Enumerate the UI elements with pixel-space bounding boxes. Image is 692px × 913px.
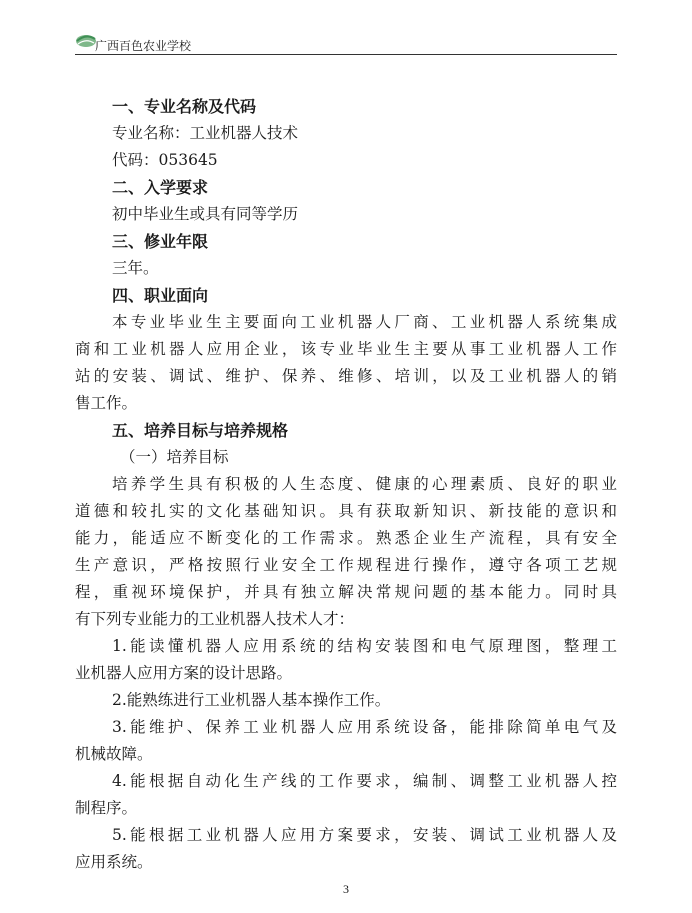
ability-item-4: 4.能根据自动化生产线的工作要求，编制、调整工业机器人控	[112, 772, 617, 790]
document-body	[75, 93, 617, 876]
career-paragraph-line: 商和工业机器人应用企业，该专业毕业生主要从事工业机器人工作	[75, 340, 617, 358]
objective-paragraph-line: 培养学生具有积极的人生态度、健康的心理素质、良好的职业	[112, 475, 617, 493]
admission-requirement: 初中毕业生或具有同等学历	[112, 205, 299, 223]
section-5-heading: 五、培养目标与培养规格	[112, 421, 289, 440]
ability-item-4-cont: 制程序。	[75, 799, 138, 817]
objective-paragraph-line: 道德和较扎实的文化基础知识。具有获取新知识、新技能的意识和	[75, 502, 617, 520]
school-logo-icon	[75, 32, 97, 48]
objective-paragraph-line: 能力，能适应不断变化的工作需求。熟悉企业生产流程，具有安全	[75, 529, 617, 547]
page-header	[75, 30, 617, 55]
section-4-heading: 四、职业面向	[112, 286, 209, 305]
school-name: 广西百色农业学校	[95, 39, 192, 53]
ability-item-1-cont: 业机器人应用方案的设计思路。	[75, 664, 293, 682]
ability-item-2: 2.能熟练进行工业机器人基本操作工作。	[112, 691, 391, 709]
ability-item-1: 1.能读懂机器人应用系统的结构安装图和电气原理图，整理工	[112, 637, 617, 655]
objective-paragraph-line: 生产意识，严格按照行业安全工作规程进行操作，遵守各项工艺规	[75, 556, 617, 574]
ability-item-3-cont: 机械故障。	[75, 745, 153, 763]
section-2-heading: 二、入学要求	[112, 178, 209, 197]
objective-paragraph-line: 程，重视环境保护，并具有独立解决常规问题的基本能力。同时具	[75, 583, 617, 601]
ability-item-5: 5.能根据工业机器人应用方案要求，安装、调试工业机器人及	[112, 826, 617, 844]
ability-item-5-cont: 应用系统。	[75, 853, 153, 871]
section-1-heading: 一、专业名称及代码	[112, 97, 257, 116]
major-name: 专业名称：工业机器人技术	[112, 124, 299, 142]
section-3-heading: 三、修业年限	[112, 232, 209, 251]
subsection-heading: （一）培养目标	[120, 448, 229, 466]
career-paragraph-line: 售工作。	[75, 394, 138, 412]
page-number: 3	[343, 882, 349, 896]
objective-paragraph-line: 有下列专业能力的工业机器人技术人才：	[75, 610, 355, 628]
major-code: 代码：053645	[112, 151, 218, 169]
career-paragraph-line: 站的安装、调试、维护、保养、维修、培训，以及工业机器人的销	[75, 367, 617, 385]
ability-item-3: 3.能维护、保养工业机器人应用系统设备，能排除简单电气及	[112, 718, 617, 736]
study-duration: 三年。	[112, 259, 159, 277]
career-paragraph-line: 本专业毕业生主要面向工业机器人厂商、工业机器人系统集成	[112, 313, 617, 331]
